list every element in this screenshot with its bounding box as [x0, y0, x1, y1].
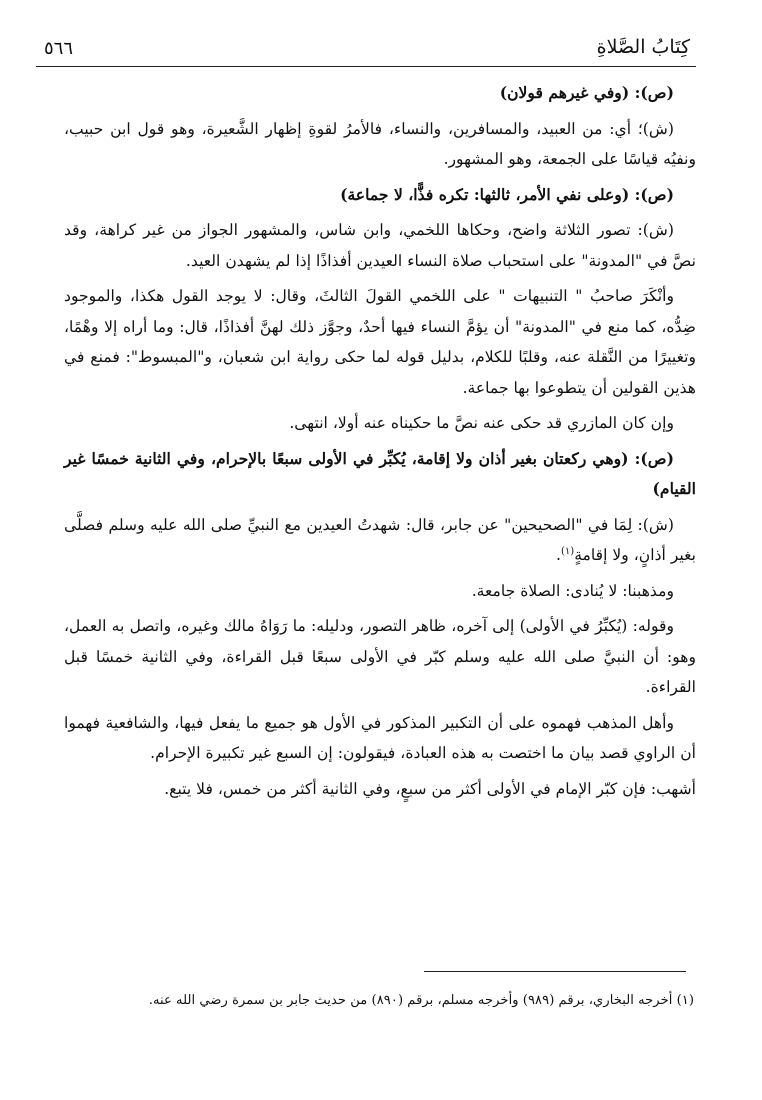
page-header [36, 36, 696, 67]
paragraph-text: (ش): لِمَا في "الصحيحين" عن جابر، قال: شهدتُ العيدين مع النبيِّ صلى الله عليه وسلم فصلَّى بغير أذانٍ، ولا إقامةٍ [64, 515, 696, 564]
footnote-reference: (١) [561, 545, 575, 557]
commentary-paragraph: (ش): تصور الثلاثة واضح، وحكاها اللخمي، وابن شاس، والمشهور الجواز من غير كراهة، وقد نصَّ في "المدونة" على استحباب صلاة النساء العيدين أفذاذًا إذا لم يشهدن العيد. [64, 221, 696, 270]
footnote: (١) أخرجه البخاري، برقم (٩٨٩) وأخرجه مسلم، برقم (٨٩٠) من حديث جابر بن سمرة رضي الله عنه. [148, 993, 694, 1008]
commentary-paragraph: وأهل المذهب فهموه على أن التكبير المذكور في الأول هو جميع ما يفعل فيها، والشافعية فهموا أن الراوي قصد بيان ما اختصت به هذه العبادة، فيقولون: إن السبع غير تكبيرة الإحرام. [64, 713, 696, 762]
page-number: ٥٦٦ [44, 38, 74, 59]
footnote-separator [424, 971, 686, 972]
paragraph-end: . [556, 546, 561, 564]
commentary-paragraph [64, 510, 696, 571]
commentary-paragraph: ومذهبنا: لا يُنادى: الصلاة جامعة. [471, 581, 674, 600]
commentary-paragraph: أشهب: فإن كبّر الإمام في الأولى أكثر من سبعٍ، وفي الثانية أكثر من خمس، فلا يتبع. [164, 779, 696, 798]
commentary-paragraph: (ش)؛ أي: من العبيد، والمسافرين، والنساء، فالأمرُ لقوةِ إظهار الشَّعيرة، وهو قول ابن حبيب، ونفيُه قياسًا على الجمعة، وهو المشهور. [64, 119, 696, 168]
book-title: كِتَابُ الصَّلاةِ [596, 36, 690, 58]
commentary-paragraph: وإن كان المازري قد حكى عنه نصَّ ما حكيناه عنه أولا، انتهى. [289, 414, 674, 432]
text-quote: (ص): (وعلى نفي الأمر، ثالثها: تكره فذًّا، لا جماعة) [340, 184, 674, 204]
commentary-paragraph: وقوله: (يُكبِّرُ في الأولى) إلى آخره، ظاهر التصور، ودليله: ما رَوَاهُ مالك وغيره، واتصل به العمل، وهو: أن النبيَّ صلى الله عليه وسلم كبّر في الأولى سبعًا قبل القراءة، وفي الثانية خمسًا قبل القراءة. [64, 617, 696, 696]
text-quote: (ص): (وهي ركعتان بغير أذان ولا إقامة، يُكبِّر في الأولى سبعًا بالإحرام، وفي الثانية خمسًا غير القيام) [64, 448, 696, 498]
text-quote: (ص): (وفي غيرهم قولان) [499, 83, 674, 102]
commentary-paragraph: وأنْكَرَ صاحبُ " التنبيهات " على اللخمي القولَ الثالثَ، وقال: لا يوجد القول هكذا، والموجود ضِدُّه، كما منع في "المدونة" أن يؤمَّ النساء فيها أحدٌ، وجوَّز ذلك لهنَّ أفذاذًا، قال: وما أراه إلا وهْمًا، وتغييرًا من النَّقلة عنه، وقلبًا للكلام، بدليل قوله لما حكى رواية ابن شعبان، و"المبسوط": فمنع في هذين القولين أن يتطوعوا بها جماعة. [64, 287, 696, 397]
main-text [64, 78, 696, 809]
